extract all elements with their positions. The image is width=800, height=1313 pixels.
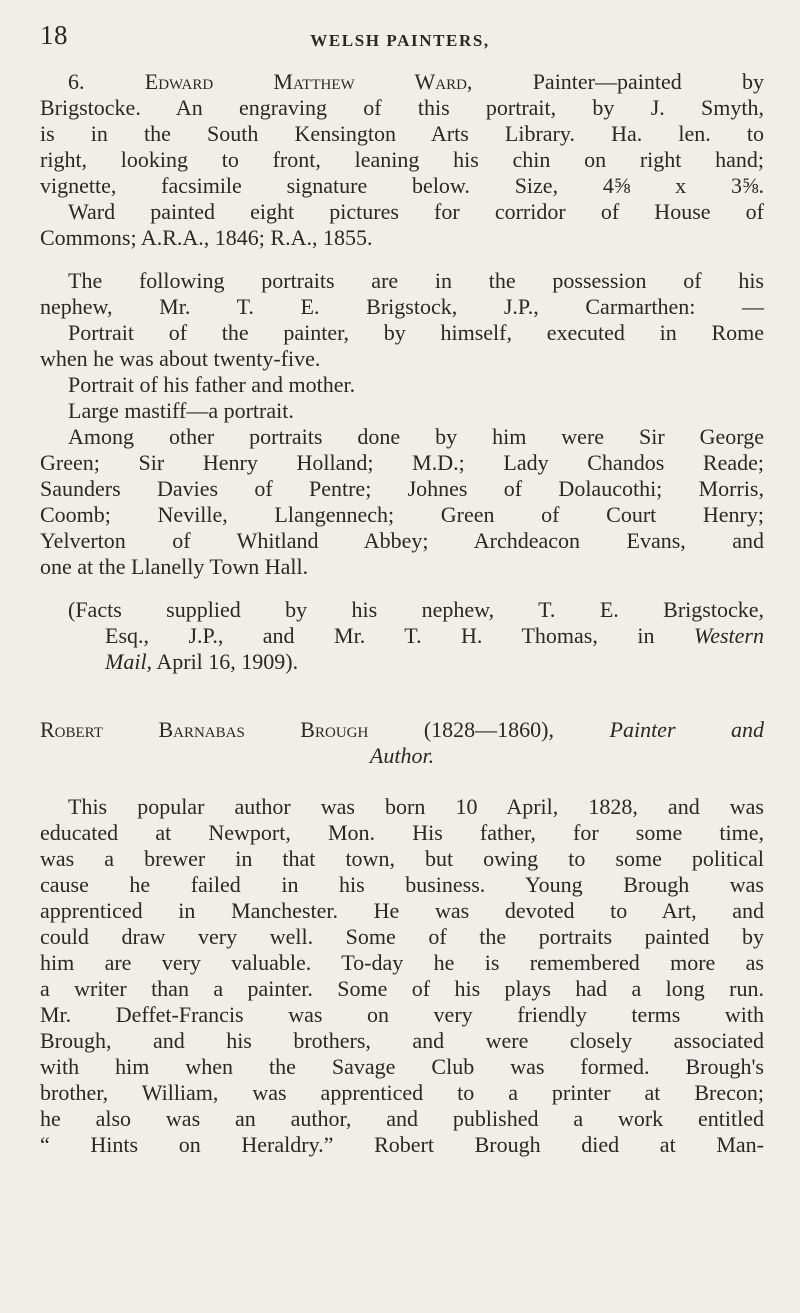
text-line: Green; Sir Henry Holland; M.D.; Lady Chandos Reade; bbox=[40, 450, 764, 475]
text-line: with him when the Savage Club was formed. Brough's bbox=[40, 1054, 764, 1079]
text-line: The following portraits are in the possession of his bbox=[68, 268, 764, 293]
running-head: WELSH PAINTERS, bbox=[310, 31, 490, 50]
entry-name: Edward Matthew Ward, bbox=[144, 69, 473, 94]
text-line: Among other portraits done by him were Sir George bbox=[68, 424, 764, 449]
paragraph-portraits bbox=[40, 268, 764, 580]
body-text bbox=[40, 69, 764, 1158]
text-line: brother, William, was apprenticed to a printer at Brecon; bbox=[40, 1080, 764, 1105]
text-line: Yelverton of Whitland Abbey; Archdeacon Evans, and bbox=[40, 528, 764, 553]
text-line: is in the South Kensington Arts Library. Ha. len. to bbox=[40, 121, 764, 146]
entry-name: Robert Barnabas Brough bbox=[40, 717, 369, 742]
text-line: This popular author was born 10 April, 1828, and was bbox=[68, 794, 764, 819]
text-fragment: April 16, 1909). bbox=[156, 649, 299, 674]
text-fragment: Painter—painted by bbox=[532, 69, 765, 94]
source-note bbox=[40, 597, 764, 675]
text-line: when he was about twenty-five. bbox=[40, 346, 321, 371]
text-line: a writer than a painter. Some of his plays had a long run. bbox=[40, 976, 764, 1001]
entry-number: 6. bbox=[68, 69, 85, 94]
entry-role: Painter and bbox=[609, 717, 765, 742]
text-line: Saunders Davies of Pentre; Johnes of Dolaucothi; Morris, bbox=[40, 476, 764, 501]
text-line: he also was an author, and published a work entitled bbox=[40, 1106, 764, 1131]
text-line bbox=[40, 649, 764, 675]
text-line: Portrait of the painter, by himself, executed in Rome bbox=[68, 320, 764, 345]
text-line: Commons; A.R.A., 1846; R.A., 1855. bbox=[40, 225, 373, 250]
text-line: Portrait of his father and mother. bbox=[68, 372, 356, 397]
text-line: right, looking to front, leaning his chin on right hand; bbox=[40, 147, 764, 172]
text-line: “ Hints on Heraldry.” Robert Brough died at Man- bbox=[40, 1132, 764, 1157]
text-line: nephew, Mr. T. E. Brigstock, J.P., Carmarthen: — bbox=[40, 294, 764, 319]
text-line bbox=[40, 69, 764, 95]
paragraph-brough bbox=[40, 794, 764, 1158]
text-line: Large mastiff—a portrait. bbox=[68, 398, 294, 423]
text-line: educated at Newport, Mon. His father, for some time, bbox=[40, 820, 764, 845]
text-line bbox=[40, 623, 764, 649]
text-line: vignette, facsimile signature below. Size, 4⅝ x 3⅝. bbox=[40, 173, 764, 198]
text-line: apprenticed in Manchester. He was devoted to Art, and bbox=[40, 898, 764, 923]
entry-role-continued: Author. bbox=[369, 743, 435, 768]
text-line: Mr. Deffet-Francis was on very friendly terms with bbox=[40, 1002, 764, 1027]
text-fragment: Esq., J.P., and Mr. T. H. Thomas, in bbox=[105, 623, 655, 648]
text-line: Ward painted eight pictures for corridor of House of bbox=[68, 199, 764, 224]
text-line: Brough, and his brothers, and were closely associated bbox=[40, 1028, 764, 1053]
text-line: Brigstocke. An engraving of this portrait, by J. Smyth, bbox=[40, 95, 764, 120]
publication-title: Western bbox=[693, 623, 764, 648]
publication-title: Mail, bbox=[105, 649, 153, 674]
text-line: cause he failed in his business. Young Brough was bbox=[40, 872, 764, 897]
text-line: (Facts supplied by his nephew, T. E. Brigstocke, bbox=[68, 597, 764, 622]
entry-heading-brough bbox=[40, 717, 764, 769]
entry-ward bbox=[40, 69, 764, 251]
page-header bbox=[40, 20, 760, 60]
text-line: one at the Llanelly Town Hall. bbox=[40, 554, 309, 579]
entry-dates: (1828—1860), bbox=[423, 717, 554, 742]
page-number: 18 bbox=[40, 20, 68, 50]
text-line: Coomb; Neville, Llangennech; Green of Court Henry; bbox=[40, 502, 764, 527]
text-line bbox=[40, 717, 764, 743]
text-line: was a brewer in that town, but owing to some political bbox=[40, 846, 764, 871]
text-line: him are very valuable. To-day he is remembered more as bbox=[40, 950, 764, 975]
text-line: could draw very well. Some of the portraits painted by bbox=[40, 924, 764, 949]
